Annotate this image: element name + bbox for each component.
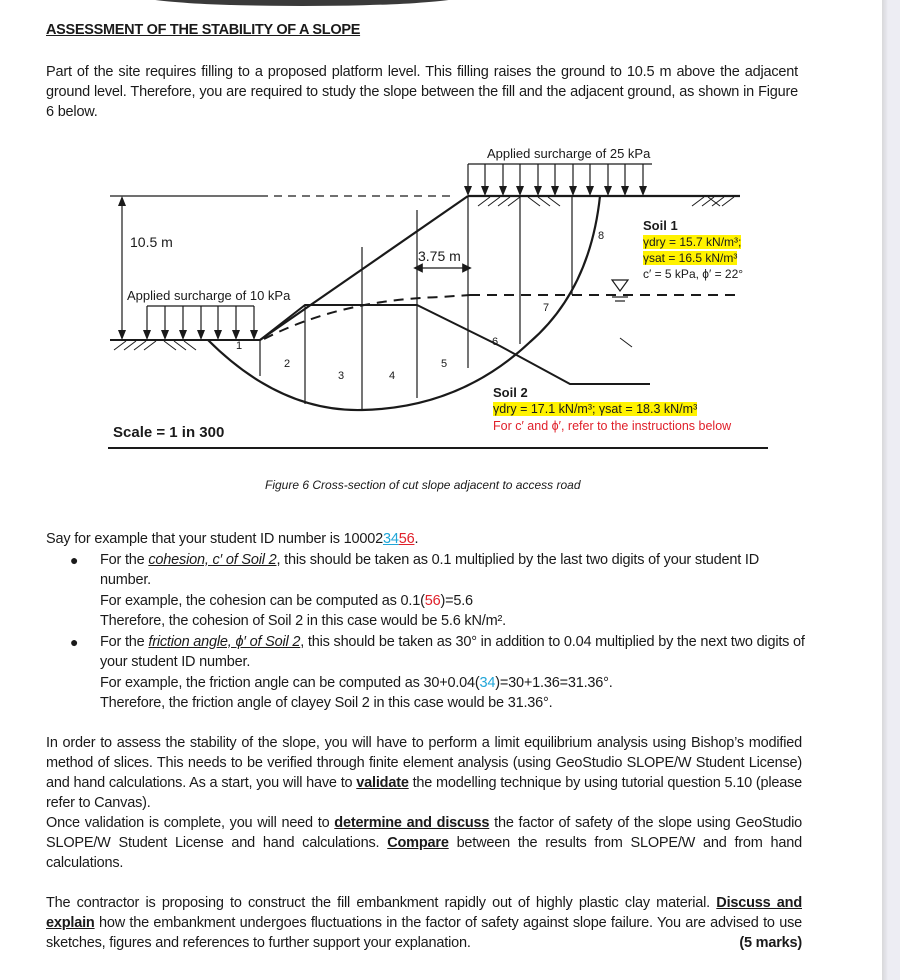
bullet-cohesion: ● For the cohesion, c′ of Soil 2, this should be taken as 0.1 multiplied by the last two digits of your student ID number. For example, the cohesion can be computed as 0.1(56)=5.6 Therefore, the cohesion of Soil 2 in this case would be 5.6 kN/m². (46, 550, 806, 632)
validate-keyword: validate (356, 775, 409, 791)
intro-paragraph: Part of the site requires filling to a proposed platform level. This filling raises the ground to 10.5 m above the adjacent ground level. Therefore, you are required to study the slope between the fill and the adjacent ground, as shown in Figure 6 below. (46, 64, 798, 120)
bullet-icon: ● (70, 551, 79, 568)
scale-label: Scale = 1 in 300 (113, 424, 225, 441)
friction-conclusion: Therefore, the friction angle of clayey Soil 2 in this case would be 31.36°. (100, 695, 553, 711)
marks-label: (5 marks) (739, 935, 802, 951)
instructions-section (46, 529, 806, 714)
slice-number-7: 7 (543, 302, 550, 314)
task-paragraph-2: Once validation is complete, you will need to determine and discuss the factor of safety of the slope using GeoStudio SLOPE/W Student License and hand calculations. Compare between the results from SLOPE/W and from hand calculations. (46, 815, 802, 871)
determine-keyword: determine and discuss (334, 815, 490, 831)
surcharge-bottom-label: Applied surcharge of 10 kPa (127, 288, 291, 303)
slice-number-3: 3 (338, 370, 345, 382)
soil1-title: Soil 1 (643, 218, 678, 233)
slice-number-8: 8 (598, 230, 605, 242)
task-paragraph-1: In order to assess the stability of the slope, you will have to perform a limit equilibrium analysis using Bishop’s modified method of slices. This needs to be verified through finite element analysis (using GeoStudio SLOPE/W Student License) and hand calculations. As a start, you will have to validate the modelling technique by using tutorial question 5.10 (please refer to Canvas). (46, 735, 802, 811)
task-paragraph-3: The contractor is proposing to construct the fill embankment rapidly out of highly plastic clay material. Discuss and explain how the embankment undergoes fluctuations in the factor of safety against slope failure. You are advised to use sketches, figures and references to further support your explanation. (5 marks) (46, 895, 802, 951)
soil2-title: Soil 2 (493, 385, 528, 400)
surcharge-top-label: Applied surcharge of 25 kPa (487, 146, 651, 161)
cohesion-conclusion: Therefore, the cohesion of Soil 2 in this case would be 5.6 kN/m². (100, 613, 506, 629)
slope-cross-section-figure (100, 140, 780, 460)
soil1-gamma-dry: γdry = 15.7 kN/m³; (643, 235, 742, 249)
viewer-right-edge (882, 0, 900, 980)
soil1-gamma-sat: γsat = 16.5 kN/m³ (643, 251, 738, 265)
slice-number-6: 6 (492, 336, 499, 348)
compare-keyword: Compare (387, 835, 449, 851)
id-digits-blue: 34 (382, 531, 399, 547)
figure-divider (108, 447, 768, 449)
height-dimension-label: 10.5 m (130, 234, 173, 250)
slice-number-4: 4 (389, 370, 396, 382)
soil2-note: For c′ and ϕ′, refer to the instructions below (493, 419, 732, 433)
slice-number-2: 2 (284, 358, 291, 370)
slice-number-5: 5 (441, 358, 448, 370)
soil2-gammas: γdry = 17.1 kN/m³; γsat = 18.3 kN/m³ (493, 402, 698, 416)
id-digits-red: 56 (398, 531, 415, 547)
soil1-properties (643, 218, 743, 282)
soil1-strength: c′ = 5 kPa, ϕ′ = 22° (643, 267, 744, 281)
slice-number-1: 1 (236, 340, 243, 352)
student-id-intro: Say for example that your student ID number is 100023456. (46, 531, 419, 547)
soil2-properties (493, 384, 731, 435)
bullet-friction-angle: ● For the friction angle, ϕ′ of Soil 2, this should be taken as 30° in addition to 0.04 multiplied by the next two digits of your student ID number. For example, the friction angle can be computed as 30+0.04(34)=30+1.36=31.36°. Therefore, the friction angle of clayey Soil 2 in this case would be 31.36°. (46, 632, 806, 714)
discuss-keyword: Discuss and explain (46, 895, 802, 931)
figure-caption: Figure 6 Cross-section of cut slope adjacent to access road (265, 478, 581, 492)
document-title: ASSESSMENT OF THE STABILITY OF A SLOPE (46, 22, 361, 38)
width-dimension-label: 3.75 m (418, 248, 461, 264)
friction-angle-term: friction angle, ϕ′ of Soil 2 (148, 633, 301, 650)
bullet-icon: ● (70, 633, 79, 650)
page-top-shadow (142, 0, 462, 6)
cohesion-term: cohesion, c′ of Soil 2 (148, 551, 277, 568)
